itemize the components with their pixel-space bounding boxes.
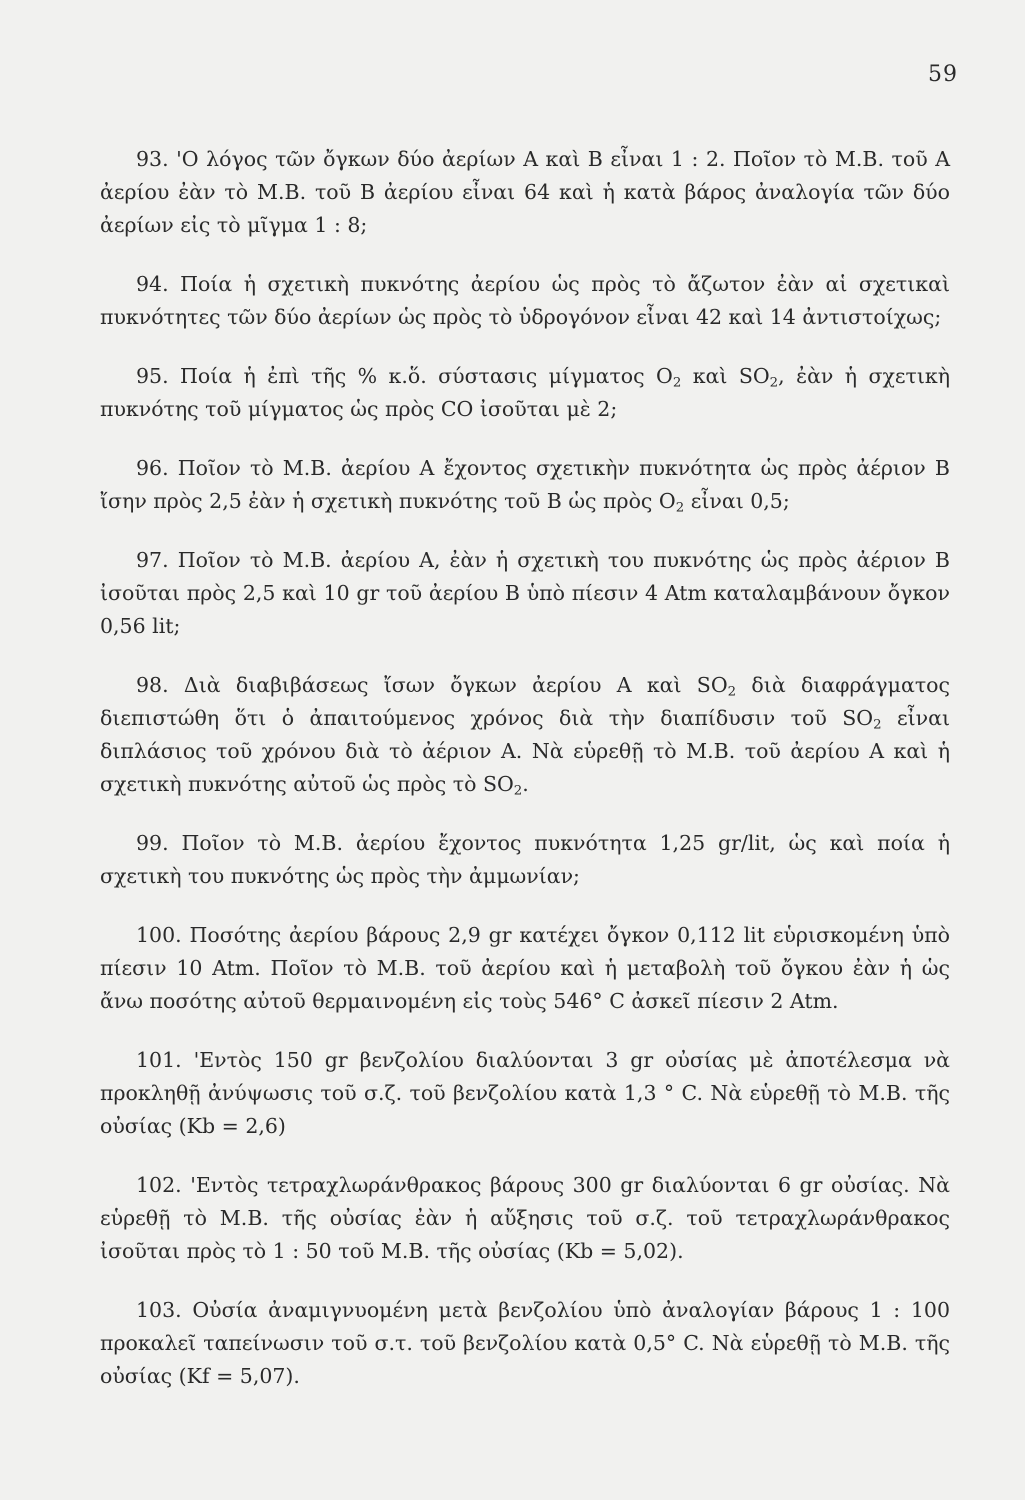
- page-number: 59: [928, 62, 958, 87]
- problem-text: Ποῖον τὸ Μ.Β. ἀερίου Α, ἐὰν ἡ σχετικὴ του πυκνότης ὡς πρὸς ἀέριον Β ἰσοῦται πρὸς 2,5 καὶ 10 gr τοῦ ἀερίου Β ὑπὸ πίεσιν 4 Atm καταλαμβάνουν ὄγκον 0,56 lit;: [100, 547, 950, 638]
- problem-list: [100, 122, 950, 1419]
- problem-100: [100, 919, 950, 1018]
- problem-text: 'Εντὸς 150 gr βενζολίου διαλύονται 3 gr οὐσίας μὲ ἀποτέλεσμα νὰ προκληθῇ ἀνύψωσις τοῦ σ.ζ. τοῦ βενζολίου κατὰ 1,3 ° C. Νὰ εὑρεθῇ τὸ Μ.Β. τῆς οὐσίας (Kb = 2,6): [100, 1047, 950, 1138]
- problem-number: 103.: [136, 1297, 182, 1322]
- problem-number: 93.: [136, 146, 169, 171]
- subscript: 2: [873, 716, 882, 732]
- problem-text: .: [522, 771, 529, 796]
- problem-93: [100, 143, 950, 242]
- problem-text: 'Εντὸς τετραχλωράνθρακος βάρους 300 gr διαλύονται 6 gr οὐσίας. Νὰ εὑρεθῇ τὸ Μ.Β. τῆς οὐσίας ἐὰν ἡ αὔξησις τοῦ σ.ζ. τοῦ τετραχλωράνθρακος ἰσοῦται πρὸς τὸ 1 : 50 τοῦ Μ.Β. τῆς οὐσίας (Kb = 5,02).: [100, 1172, 950, 1263]
- problem-101: [100, 1044, 950, 1143]
- problem-102: [100, 1169, 950, 1268]
- subscript: 2: [675, 499, 685, 515]
- problem-94: [100, 268, 950, 334]
- problem-number: 98.: [136, 672, 169, 697]
- problem-text: Ποσότης ἀερίου βάρους 2,9 gr κατέχει ὄγκον 0,112 lit εὑρισκομένη ὑπὸ πίεσιν 10 Atm. Ποῖον τὸ Μ.Β. τοῦ ἀερίου καὶ ἡ μεταβολὴ τοῦ ὄγκου ἐὰν ἡ ὡς ἄνω ποσότης αὐτοῦ θερμαινομένη εἰς τοὺς 546° C ἀσκεῖ πίεσιν 2 Atm.: [100, 922, 950, 1013]
- problem-text: 'Ο λόγος τῶν ὄγκων δύο ἀερίων Α καὶ Β εἶναι 1 : 2. Ποῖον τὸ Μ.Β. τοῦ Α ἀερίου ἐὰν τὸ Μ.Β. τοῦ Β ἀερίου εἶναι 64 καὶ ἡ κατὰ βάρος ἀναλογία τῶν δύο ἀερίων εἰς τὸ μῖγμα 1 : 8;: [100, 146, 950, 237]
- problem-103: [100, 1294, 950, 1393]
- problem-number: 102.: [136, 1172, 182, 1197]
- problem-text: Διὰ διαβιβάσεως ἴσων ὄγκων ἀερίου Α καὶ SO: [183, 672, 728, 697]
- subscript: 2: [769, 374, 779, 390]
- problem-97: [100, 544, 950, 643]
- problem-text: εἶναι 0,5;: [684, 488, 790, 513]
- problem-number: 99.: [136, 830, 169, 855]
- problem-99: [100, 827, 950, 893]
- problem-text: Οὐσία ἀναμιγνυομένη μετὰ βενζολίου ὑπὸ ἀναλογίαν βάρους 1 : 100 προκαλεῖ ταπείνωσιν τοῦ σ.τ. τοῦ βενζολίου κατὰ 0,5° C. Νὰ εὑρεθῇ τὸ Μ.Β. τῆς οὐσίας (Kf = 5,07).: [100, 1297, 950, 1388]
- problem-number: 97.: [136, 547, 169, 572]
- problem-text: Ποῖον τὸ Μ.Β. ἀερίου Α ἔχοντος σχετικὴν πυκνότητα ὡς πρὸς ἀέριον Β ἴσην πρὸς 2,5 ἐὰν ἡ σχετικὴ πυκνότης τοῦ Β ὡς πρὸς O: [100, 455, 950, 513]
- problem-number: 95.: [136, 363, 169, 388]
- problem-text: καὶ SO: [681, 363, 770, 388]
- problem-98: [100, 669, 950, 801]
- problem-text: , ἐὰν ἡ σχετικὴ πυκνότης τοῦ μίγματος ὡς πρὸς CO ἰσοῦται μὲ 2;: [100, 363, 950, 421]
- problem-text: εἶναι διπλάσιος τοῦ χρόνου διὰ τὸ ἀέριον Α. Νὰ εὑρεθῇ τὸ Μ.Β. τοῦ ἀερίου Α καὶ ἡ σχετικὴ πυκνότης αὐτοῦ ὡς πρὸς τὸ SO: [100, 705, 950, 796]
- problem-number: 101.: [136, 1047, 182, 1072]
- subscript: 2: [727, 683, 737, 699]
- problem-number: 94.: [136, 271, 169, 296]
- subscript: 2: [672, 374, 682, 390]
- problem-text: Ποία ἡ ἐπὶ τῆς % κ.ὅ. σύστασις μίγματος O: [180, 363, 673, 388]
- problem-text: Ποῖον τὸ Μ.Β. ἀερίου ἔχοντος πυκνότητα 1,25 gr/lit, ὡς καὶ ποία ἡ σχετικὴ του πυκνότης ὡς πρὸς τὴν ἀμμωνίαν;: [100, 830, 950, 888]
- problem-95: [100, 360, 950, 426]
- problem-text: Ποία ἡ σχετικὴ πυκνότης ἀερίου ὡς πρὸς τὸ ἄζωτον ἐὰν αἱ σχετικαὶ πυκνότητες τῶν δύο ἀερίων ὡς πρὸς τὸ ὑδρογόνον εἶναι 42 καὶ 14 ἀντιστοίχως;: [100, 271, 950, 329]
- problem-number: 100.: [136, 922, 182, 947]
- problem-96: [100, 452, 950, 518]
- problem-number: 96.: [136, 455, 169, 480]
- subscript: 2: [513, 782, 523, 798]
- problem-text: διὰ διαφράγματος διεπιστώθη ὅτι ὁ ἀπαιτούμενος χρόνος διὰ τὴν διαπίδυσιν τοῦ SO: [100, 672, 950, 730]
